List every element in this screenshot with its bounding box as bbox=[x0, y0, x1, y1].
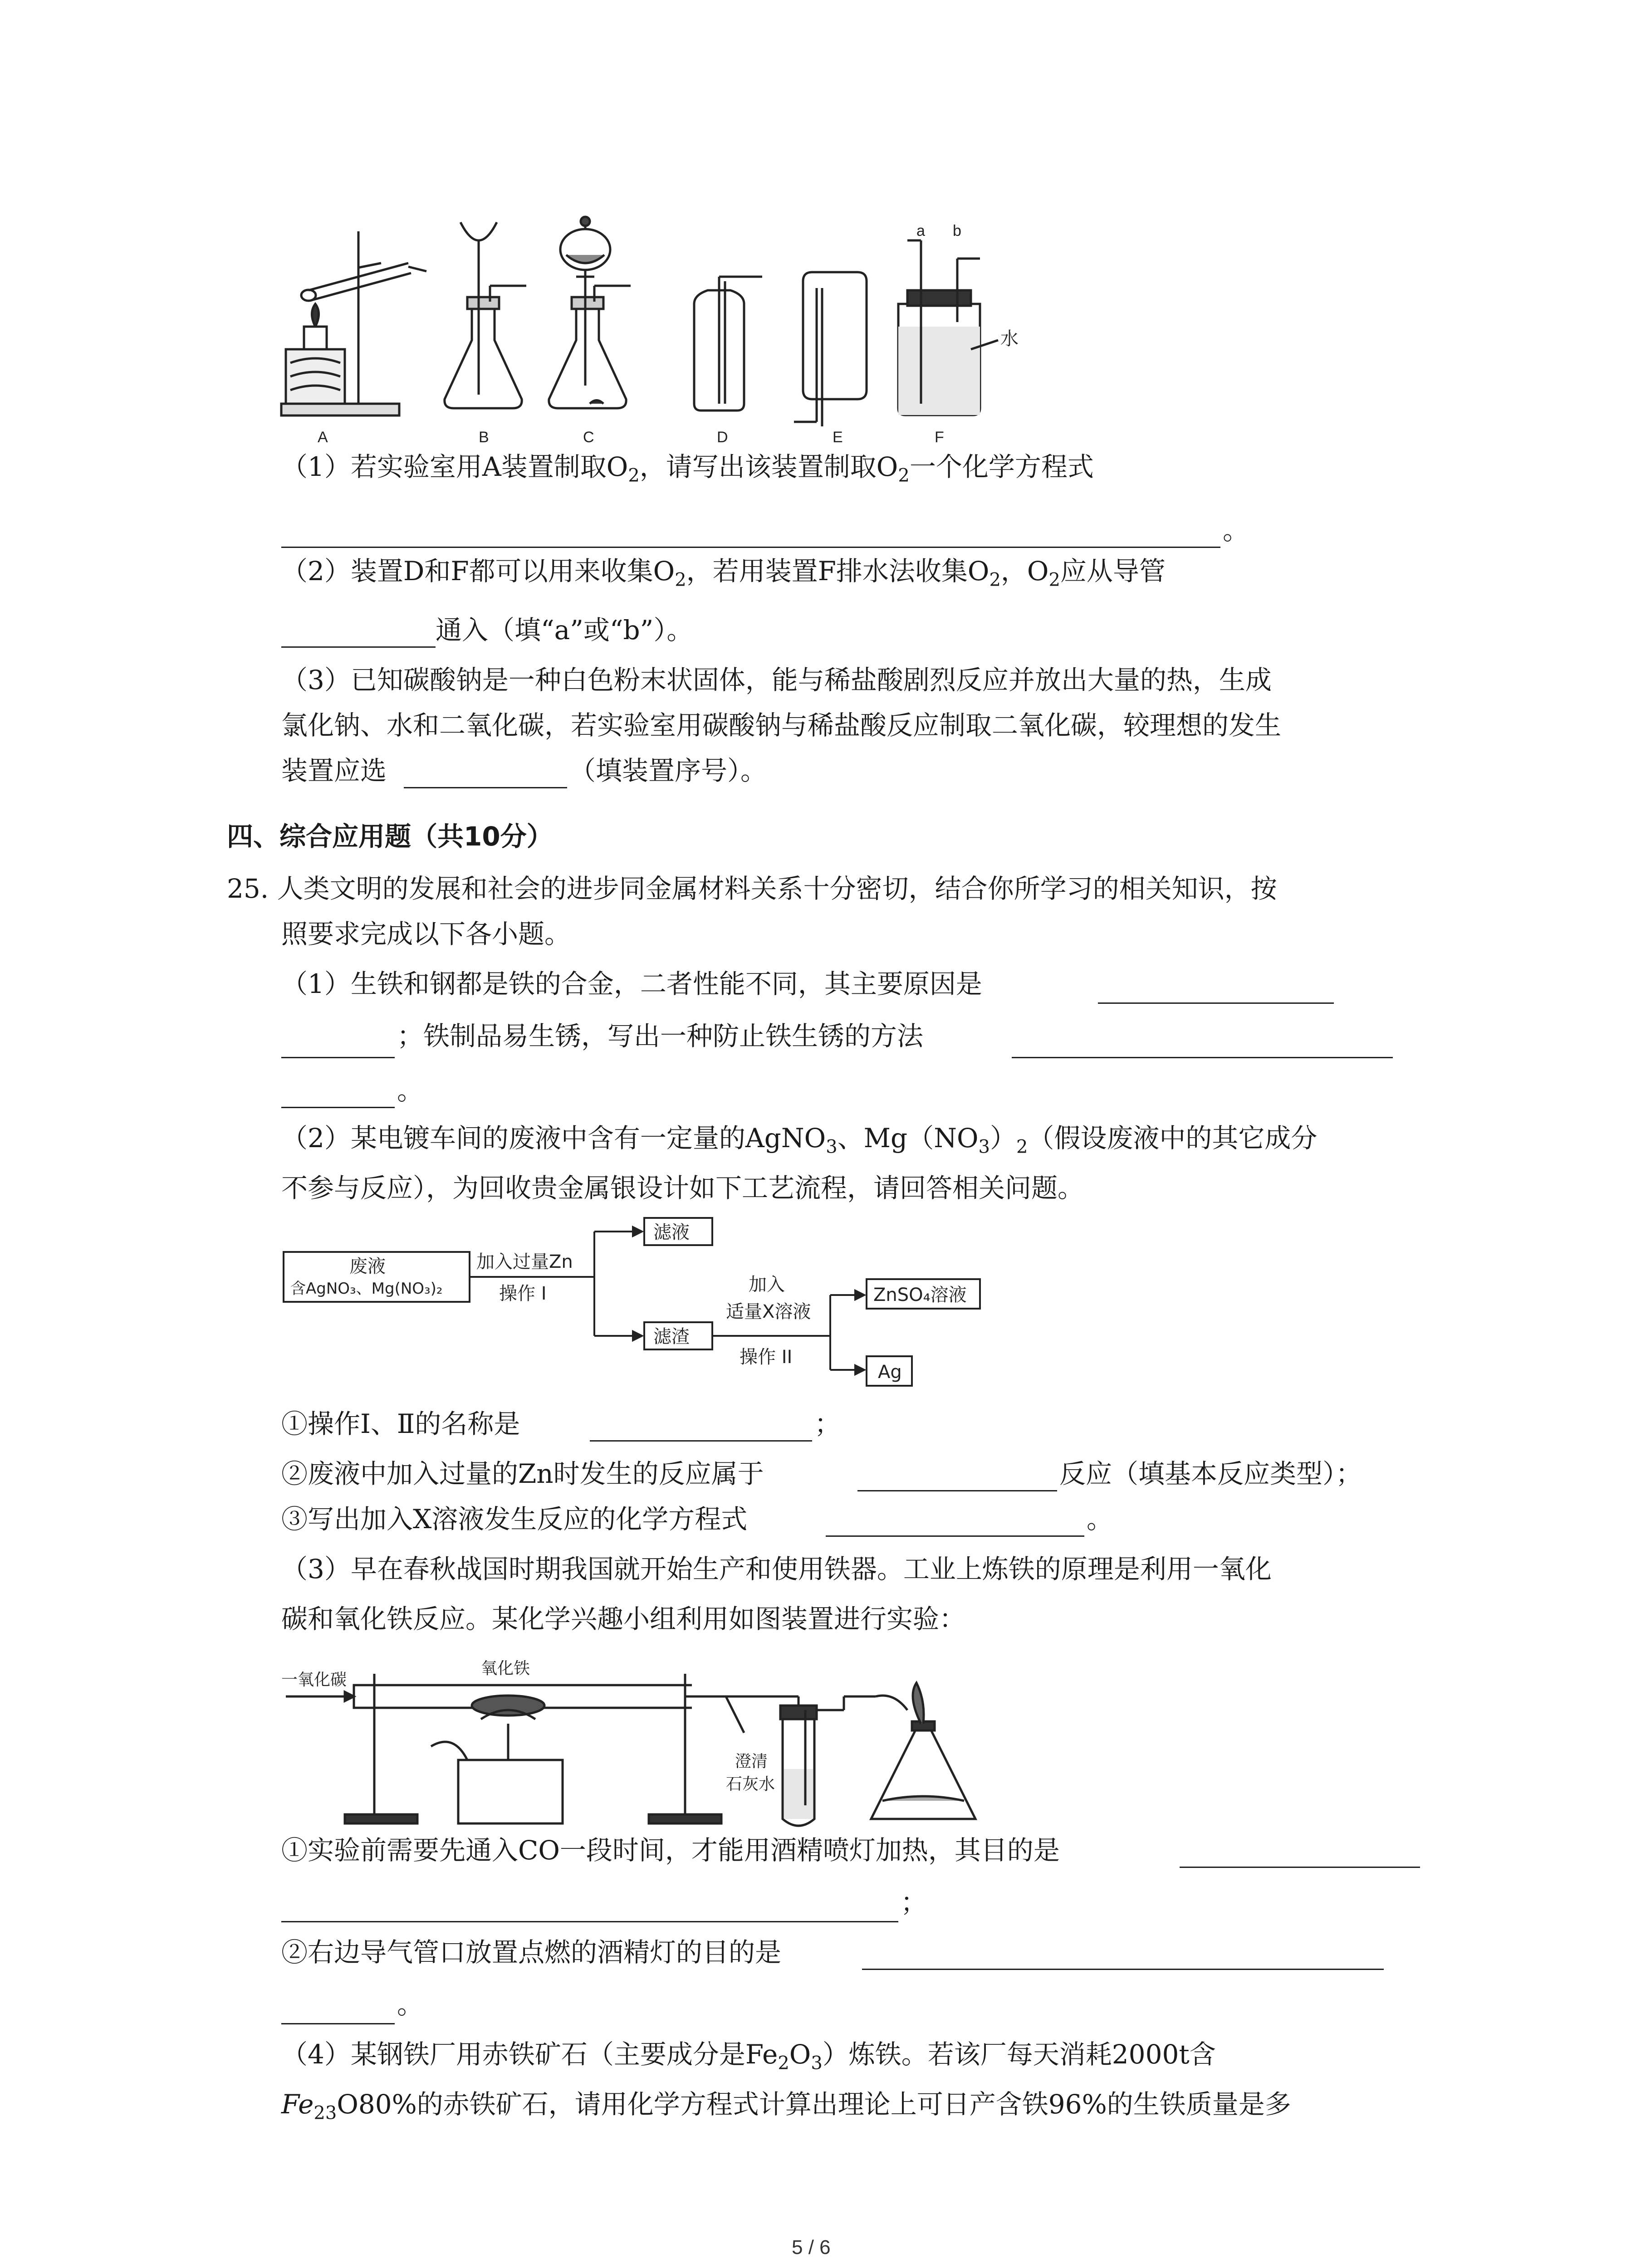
q25-part2-line2: 不参与反应），为回收贵金属银设计如下工艺流程，请回答相关问题。 bbox=[281, 1173, 1084, 1203]
q25-part4-line2: $Fe_{23}O80\%$的赤铁矿石，请用化学方程式计算出理论上可日产含铁96%的生铁质量是多 bbox=[281, 2089, 1291, 2124]
fe2o3-label: 氧化铁 bbox=[481, 1659, 530, 1678]
flow-op1: 操作 I bbox=[499, 1283, 547, 1304]
flow-waste: 废液 bbox=[349, 1256, 386, 1277]
flow-filtrate: 滤液 bbox=[653, 1222, 690, 1243]
q24-part2-line2: 通入（填“a”或“b”）。 bbox=[436, 615, 693, 645]
experiment-figure bbox=[277, 1642, 785, 1833]
answer-blank[interactable] bbox=[281, 547, 1220, 548]
flow-add-zn: 加入过量Zn bbox=[476, 1251, 573, 1272]
q24-part1-end: 。 bbox=[1223, 515, 1249, 546]
q25-part1-line1: （1）生铁和钢都是铁的合金，二者性能不同，其主要原因是 bbox=[281, 968, 982, 999]
q24-part3-line2: 氯化钠、水和二氧化碳，若实验室用碳酸钠与稀盐酸反应制取二氧化碳，较理想的发生 bbox=[281, 710, 1282, 741]
limewater-label-1: 澄清 bbox=[735, 1752, 768, 1771]
q25-exp1-line: ①实验前需要先通入CO一段时间，才能用酒精喷灯加热，其目的是 bbox=[281, 1835, 1060, 1866]
apparatus-label-d: D bbox=[717, 429, 728, 446]
apparatus-label-c: C bbox=[583, 429, 594, 446]
process-flowchart bbox=[281, 1216, 1007, 1397]
co-label: 一氧化碳 bbox=[281, 1671, 347, 1689]
answer-blank[interactable] bbox=[281, 2023, 395, 2024]
q25-intro-line2: 照要求完成以下各小题。 bbox=[281, 919, 571, 949]
answer-blank[interactable] bbox=[404, 787, 567, 788]
page-number: 5 / 6 bbox=[792, 2236, 831, 2258]
flow-znso4: ZnSO₄溶液 bbox=[873, 1285, 967, 1305]
flow-op2: 操作 II bbox=[740, 1347, 793, 1368]
q24-part3-line3b: （填装置序号）。 bbox=[569, 755, 767, 786]
answer-blank[interactable] bbox=[281, 1057, 395, 1058]
apparatus-label-b: B bbox=[479, 429, 489, 446]
apparatus-label-a: A bbox=[318, 429, 328, 446]
q25-sub3b: 。 bbox=[1087, 1504, 1113, 1535]
flow-waste-sub: 含AgNO₃、Mg(NO₃)₂ bbox=[290, 1280, 443, 1298]
q25-part1-line2: ；铁制品易生锈，写出一种防止铁生锈的方法 bbox=[397, 1021, 924, 1051]
q24-part2-line: （2）装置D和F都可以用来收集$O_2$，若用装置F排水法收集$O_2$，$O_2$应从导管 bbox=[281, 556, 1166, 591]
q25-intro-line1: 25. 人类文明的发展和社会的进步同金属材料关系十分密切，结合你所学习的相关知识，按 bbox=[227, 873, 1277, 904]
answer-blank[interactable] bbox=[1098, 1002, 1334, 1004]
q25-exp2-end: 。 bbox=[397, 1989, 424, 2020]
q25-part3-line2: 碳和氧化铁反应。某化学兴趣小组利用如图装置进行实验： bbox=[281, 1603, 966, 1634]
q25-exp1-end: ； bbox=[901, 1887, 927, 1918]
answer-blank[interactable] bbox=[590, 1440, 812, 1442]
q25-sub2b: 反应（填基本反应类型）； bbox=[1059, 1458, 1362, 1489]
q25-part1-line3: 。 bbox=[397, 1075, 424, 1106]
tube-label-a: a bbox=[916, 222, 925, 240]
q25-exp2-line: ②右边导气管口放置点燃的酒精灯的目的是 bbox=[281, 1937, 782, 1968]
tube-label-b: b bbox=[953, 222, 961, 240]
answer-blank[interactable] bbox=[826, 1535, 1084, 1537]
q25-part2-line1: （2）某电镀车间的废液中含有一定量的AgNO$_3$、$Mg(NO_3)_2$（假设废液中的其它成分 bbox=[281, 1123, 1318, 1158]
section-heading: 四、综合应用题（共10分） bbox=[227, 821, 553, 852]
q25-part3-line1: （3）早在春秋战国时期我国就开始生产和使用铁器。工业上炼铁的原理是利用一氧化 bbox=[281, 1554, 1272, 1584]
q25-sub2a: ②废液中加入过量的Zn时发生的反应属于 bbox=[281, 1458, 764, 1489]
apparatus-label-e: E bbox=[833, 429, 843, 446]
limewater-figure bbox=[726, 1669, 1043, 1842]
answer-blank[interactable] bbox=[281, 1107, 395, 1108]
answer-blank[interactable] bbox=[1180, 1867, 1420, 1868]
q25-sub1-end: ； bbox=[814, 1408, 841, 1439]
q24-part1-line: （1）若实验室用A装置制取$O_2$，请写出该装置制取$O_2$一个化学方程式 bbox=[281, 451, 1094, 486]
flow-add-x2: 适量X溶液 bbox=[726, 1301, 811, 1322]
answer-blank[interactable] bbox=[281, 1921, 898, 1922]
q25-sub3a: ③写出加入X溶液发生反应的化学方程式 bbox=[281, 1504, 748, 1535]
answer-blank[interactable] bbox=[862, 1969, 1384, 1970]
answer-blank[interactable] bbox=[1012, 1057, 1393, 1058]
flow-residue: 滤渣 bbox=[653, 1326, 690, 1347]
q25-sub1: ①操作Ⅰ、Ⅱ的名称是 bbox=[281, 1408, 520, 1439]
limewater-label-2: 石灰水 bbox=[726, 1775, 775, 1794]
flow-add-x1: 加入 bbox=[749, 1274, 785, 1295]
answer-blank[interactable] bbox=[281, 646, 436, 648]
apparatus-label-f: F bbox=[935, 429, 944, 446]
answer-blank[interactable] bbox=[857, 1490, 1057, 1491]
q24-part3-line1: （3）已知碳酸钠是一种白色粉末状固体，能与稀盐酸剧烈反应并放出大量的热，生成 bbox=[281, 665, 1272, 695]
flow-ag: Ag bbox=[878, 1362, 902, 1383]
water-label: 水 bbox=[1000, 328, 1019, 349]
q25-part4-line1: （4）某钢铁厂用赤铁矿石（主要成分是$Fe_2O_3$）炼铁。若该厂每天消耗2000t含 bbox=[281, 2039, 1216, 2074]
apparatus-figure bbox=[272, 213, 1034, 449]
q24-part3-line3a: 装置应选 bbox=[281, 755, 387, 786]
